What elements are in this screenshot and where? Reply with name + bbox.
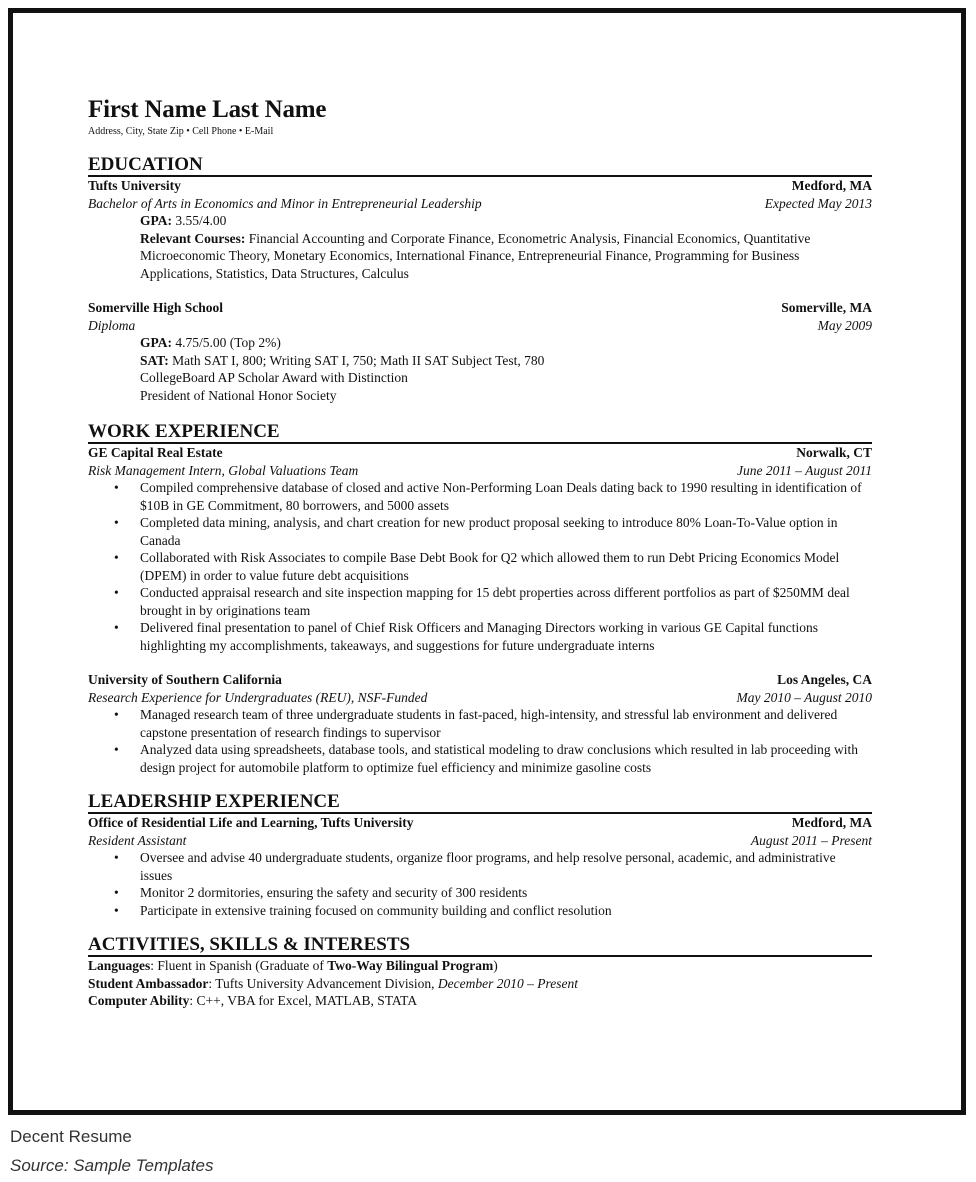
computer-line xyxy=(88,992,872,1010)
degree: Bachelor of Arts in Economics and Minor in Entrepreneurial Leadership xyxy=(88,195,482,211)
languages-line xyxy=(88,957,872,975)
school-name: Somerville High School xyxy=(88,300,223,315)
languages-end: ) xyxy=(493,958,498,973)
courses-line xyxy=(88,230,872,283)
sat-value: Math SAT I, 800; Writing SAT I, 750; Math II SAT Subject Test, 780 xyxy=(168,352,545,368)
job-role: Risk Management Intern, Global Valuations Team xyxy=(88,462,359,478)
computer-label: Computer Ability xyxy=(88,993,190,1008)
bullet-item: • Monitor 2 dormitories, ensuring the safety and security of 300 residents xyxy=(140,884,872,902)
languages-text: : Fluent in Spanish (Graduate of xyxy=(150,958,328,973)
degree-date: May 2009 xyxy=(817,317,872,333)
company-location: Norwalk, CT xyxy=(796,445,872,460)
degree-date: Expected May 2013 xyxy=(764,195,872,211)
section-title: LEADERSHIP EXPERIENCE xyxy=(88,792,872,814)
gpa-value: 4.75/5.00 (Top 2%) xyxy=(172,335,281,350)
ambassador-text: : Tufts University Advancement Division, xyxy=(208,975,438,991)
education-entry xyxy=(88,299,872,404)
languages-label: Languages xyxy=(88,958,151,973)
bullet-list xyxy=(88,706,872,776)
org-name: Office of Residential Life and Learning, Tufts University xyxy=(88,815,414,830)
courses-value: Financial Accounting and Corporate Finance, Econometric Analysis, Financial Economics, Quantitative Microeconomic Theory, Monetary Economics, International Finance, Entrepreneurial Finance, Programming for Business Applications, Statistics, Data Structures, Calculus xyxy=(140,230,811,281)
figure-caption xyxy=(10,1122,213,1180)
school-name: Tufts University xyxy=(88,178,181,193)
bullet-item: • Collaborated with Risk Associates to compile Base Debt Book for Q2 which allowed them to run Debt Pricing Economics Model (DPEM) in order to value future debt acquisitions xyxy=(140,549,872,584)
leadership-role: Resident Assistant xyxy=(88,832,187,848)
bullet-item: • Oversee and advise 40 undergraduate students, organize floor programs, and help resolve personal, academic, and administrative issues xyxy=(140,849,872,884)
languages-program: Two-Way Bilingual Program xyxy=(327,958,494,973)
bullet-item: • Conducted appraisal research and site inspection mapping for 15 debt properties across different portfolios as part of $250MM deal brought in by originations team xyxy=(140,584,872,619)
job-role: Research Experience for Undergraduates (REU), NSF-Funded xyxy=(88,689,428,705)
org-location: Medford, MA xyxy=(791,815,872,830)
ambassador-line xyxy=(88,975,872,993)
candidate-name: First Name Last Name xyxy=(88,96,327,123)
bullet-item: • Completed data mining, analysis, and chart creation for new product proposal seeking to introduce 80% Loan-To-Value option in Canada xyxy=(140,514,872,549)
company-name: GE Capital Real Estate xyxy=(88,445,223,460)
gpa-line xyxy=(88,212,872,230)
caption-source: Source: Sample Templates xyxy=(10,1156,214,1175)
section-title: ACTIVITIES, SKILLS & INTERESTS xyxy=(88,935,872,957)
leadership-section xyxy=(88,792,872,919)
school-location: Somerville, MA xyxy=(781,300,872,315)
bullet-item: • Delivered final presentation to panel of Chief Risk Officers and Managing Directors working in various GE Capital functions highlighting my accomplishments, takeaways, and suggestions for future undergraduate interns xyxy=(140,619,872,654)
gpa-line xyxy=(88,334,872,352)
gpa-label: GPA: xyxy=(140,335,172,350)
degree: Diploma xyxy=(88,317,136,333)
bullet-item: • Managed research team of three undergraduate students in fast-paced, high-intensity, and stressful lab environment and delivered capstone presentation of research findings to supervisor xyxy=(140,706,872,741)
job-date: June 2011 – August 2011 xyxy=(737,462,872,478)
education-entry xyxy=(88,177,872,282)
sat-line xyxy=(88,352,872,370)
award-line: CollegeBoard AP Scholar Award with Distinction xyxy=(140,370,408,385)
gpa-label: GPA: xyxy=(140,213,172,228)
work-entry xyxy=(88,444,872,654)
school-location: Medford, MA xyxy=(791,178,872,193)
education-section xyxy=(88,155,872,404)
bullet-item: • Analyzed data using spreadsheets, database tools, and statistical modeling to draw conclusions which resulted in lab proceeding with design project for automobile platform to optimize fuel efficiency and minimize gasoline costs xyxy=(140,741,872,776)
sat-label: SAT: xyxy=(140,352,169,368)
contact-line: Address, City, State Zip • Cell Phone • E-Mail xyxy=(88,126,274,137)
work-entry xyxy=(88,671,872,776)
bullet-list xyxy=(88,849,872,919)
leadership-entry xyxy=(88,814,872,919)
company-name: University of Southern California xyxy=(88,672,282,687)
honor-line: President of National Honor Society xyxy=(140,387,337,403)
ambassador-label: Student Ambassador xyxy=(88,975,209,991)
courses-label: Relevant Courses: xyxy=(140,230,246,246)
gpa-value: 3.55/4.00 xyxy=(172,213,227,228)
caption-title: Decent Resume xyxy=(10,1127,132,1146)
job-date: May 2010 – August 2010 xyxy=(736,689,872,705)
leadership-date: August 2011 – Present xyxy=(750,832,872,848)
bullet-item: • Participate in extensive training focused on community building and conflict resolution xyxy=(140,902,872,920)
ambassador-date: December 2010 – Present xyxy=(437,975,578,991)
activities-section xyxy=(88,935,872,1010)
computer-text: : C++, VBA for Excel, MATLAB, STATA xyxy=(189,993,418,1008)
company-location: Los Angeles, CA xyxy=(777,672,872,687)
bullet-list xyxy=(88,479,872,654)
section-title: WORK EXPERIENCE xyxy=(88,422,872,444)
work-section xyxy=(88,422,872,776)
bullet-item: • Compiled comprehensive database of closed and active Non-Performing Loan Deals dating back to 1990 resulting in identification of $10B in GE Commitment, 80 borrowers, and 5000 assets xyxy=(140,479,872,514)
resume-page xyxy=(88,95,872,1010)
section-title: EDUCATION xyxy=(88,155,872,177)
